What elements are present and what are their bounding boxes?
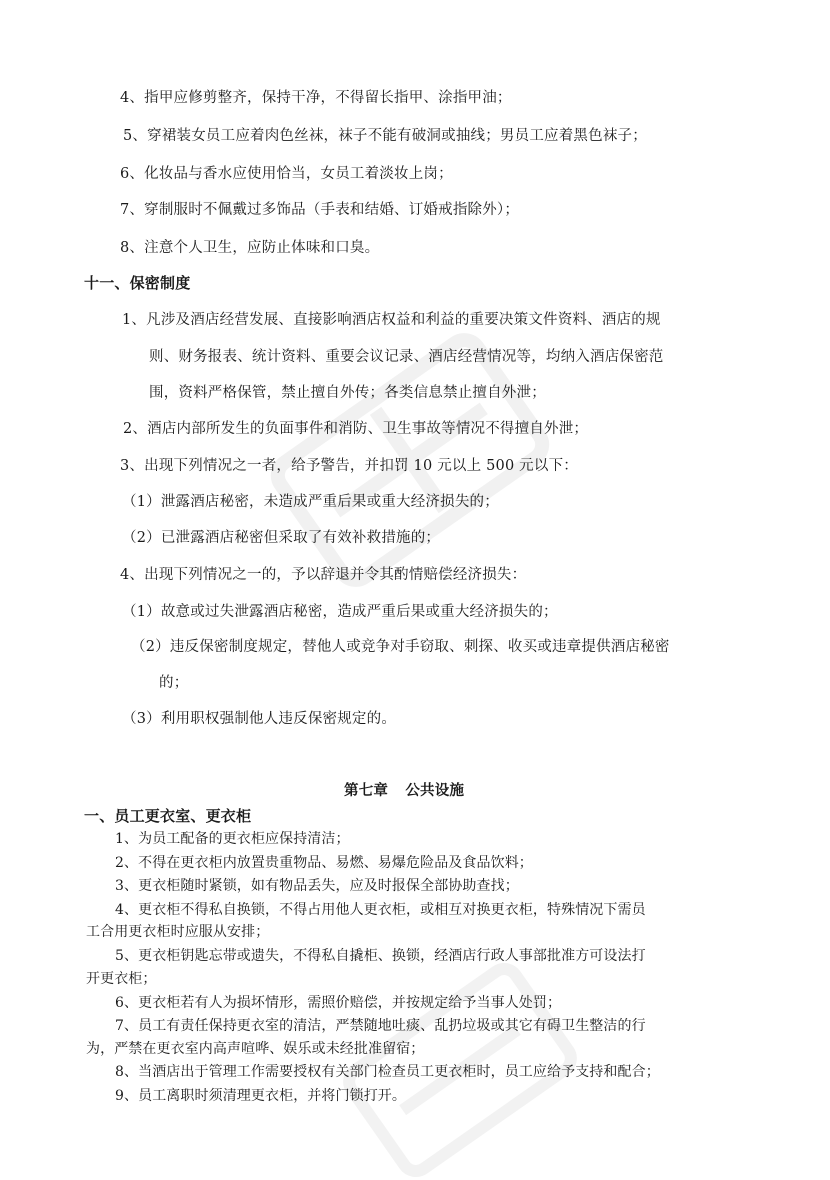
section-11-item-1-line-2: 则、财务报表、统计资料、重要会议记录、酒店经营情况等，均纳入酒店保密范 (149, 349, 664, 365)
section-11-item-4-sub-1: （1）故意或过失泄露酒店秘密，造成严重后果或重大经济损失的； (122, 604, 558, 620)
section-11-item-3-sub-1: （1）泄露酒店秘密，未造成严重后果或重大经济损失的； (122, 494, 499, 510)
top-item-8: 8、注意个人卫生，应防止体味和口臭。 (120, 240, 380, 256)
section-11-item-4-sub-2-line-2: 的； (159, 675, 189, 691)
section-11-item-2: 2、酒店内部所发生的负面事件和消防、卫生事故等情况不得擅自外泄； (123, 421, 589, 437)
section-11-item-3-sub-2: （2）已泄露酒店秘密但采取了有效补救措施的； (122, 530, 441, 546)
locker-rule-5-line-1: 5、更衣柜钥匙忘带或遗失，不得私自撬柜、换锁，经酒店行政人事部批准方可设法打 (115, 948, 646, 964)
locker-rule-4-line-1: 4、更衣柜不得私自换锁，不得占用他人更衣柜，或相互对换更衣柜，特殊情况下需员 (115, 902, 646, 918)
locker-rule-1: 1、为员工配备的更衣柜应保持清洁； (115, 831, 350, 847)
locker-rule-9: 9、员工离职时须清理更衣柜，并将门锁打开。 (115, 1088, 407, 1104)
locker-rule-3: 3、更衣柜随时紧锁，如有物品丢失，应及时报保全部协助查找； (115, 878, 519, 894)
top-item-7: 7、穿制服时不佩戴过多饰品（手表和结婚、订婚戒指除外）； (120, 202, 520, 218)
chapter-7-section-1-title: 一、员工更衣室、更衣柜 (84, 807, 252, 825)
locker-rule-2: 2、不得在更衣柜内放置贵重物品、易燃、易爆危险品及食品饮料； (115, 855, 533, 871)
chapter-7-title: 第七章 公共设施 (344, 783, 465, 799)
locker-rule-4-line-2: 工合用更衣柜时应服从安排； (86, 924, 270, 940)
locker-rule-5-line-2: 开更衣柜； (86, 971, 157, 987)
locker-rule-7-line-1: 7、员工有责任保持更衣室的清洁，严禁随地吐痰、乱扔垃圾或其它有碍卫生整洁的行 (115, 1018, 646, 1034)
section-11-item-1-line-1: 1、凡涉及酒店经营发展、直接影响酒店权益和利益的重要决策文件资料、酒店的规 (122, 312, 661, 328)
section-11-item-1-line-3: 围，资料严格保管，禁止擅自外传；各类信息禁止擅自外泄； (149, 385, 546, 401)
top-item-4: 4、指甲应修剪整齐，保持干净，不得留长指甲、涂指甲油； (120, 90, 512, 106)
top-item-6: 6、化妆品与香水应使用恰当，女员工着淡妆上岗； (120, 166, 453, 182)
locker-rule-8: 8、当酒店出于管理工作需要授权有关部门检查员工更衣柜时，员工应给予支持和配合； (115, 1064, 660, 1080)
locker-rule-6: 6、更衣柜若有人为损坏情形，需照价赔偿，并按规定给予当事人处罚； (115, 995, 562, 1011)
locker-rule-7-line-2: 为，严禁在更衣室内高声喧哗、娱乐或未经批准留宿； (86, 1041, 425, 1057)
section-11-item-3: 3、出现下列情况之一者，给予警告，并扣罚 10 元以上 500 元以下： (120, 458, 578, 474)
section-11-item-4-sub-3: （3）利用职权强制他人违反保密规定的。 (122, 711, 397, 727)
section-11-item-4-sub-2-line-1: （2）违反保密制度规定，替他人或竞争对手窃取、刺探、收买或违章提供酒店秘密 (131, 639, 670, 655)
section-11-item-4: 4、出现下列情况之一的，予以辞退并令其酌情赔偿经济损失： (120, 567, 527, 583)
top-item-5: 5、穿裙装女员工应着肉色丝袜，袜子不能有破洞或抽线；男员工应着黑色袜子； (123, 128, 647, 144)
section-11-title: 十一、保密制度 (84, 274, 191, 292)
